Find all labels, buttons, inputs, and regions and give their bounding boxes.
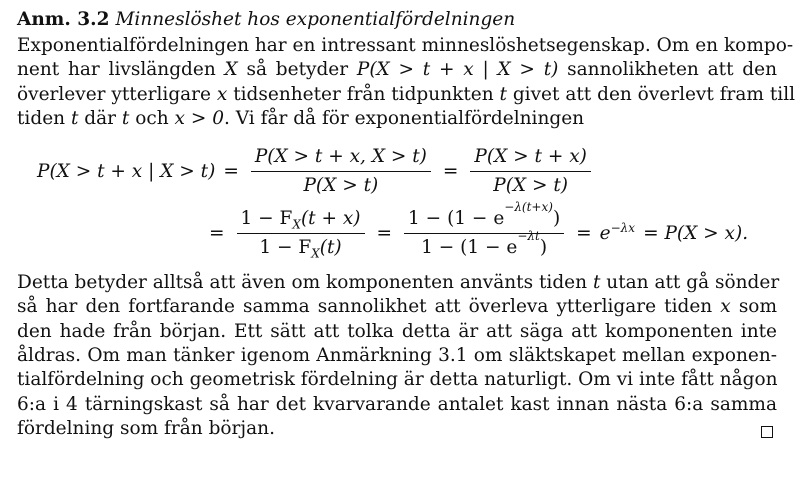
math-var-t: t (592, 272, 601, 294)
text-line (17, 393, 777, 417)
math-inequality: x > 0 (174, 107, 224, 129)
paragraph-intro (17, 34, 796, 131)
math-var-x: x (720, 296, 731, 318)
text-span: så har den fortfarande samma sannolikhet att överleva ytterligare tiden (17, 296, 713, 318)
superscript: −λt (517, 229, 540, 244)
math-var-t: t (121, 107, 130, 129)
text-span: 1 − (1 − e (421, 237, 518, 259)
equation-row-1 (37, 145, 595, 198)
equals-sign: = (442, 161, 459, 183)
remark-title: Minneslöshet hos exponentialfördelningen (115, 9, 516, 30)
qed-square-icon (761, 426, 773, 438)
math-var-X: X (224, 59, 238, 81)
text-line (17, 417, 777, 441)
fraction-ratio (470, 145, 590, 198)
text-span: ) (539, 237, 548, 259)
text-span: fördelning som från början. (17, 417, 275, 439)
fraction-denominator (255, 234, 345, 260)
fraction-exponential (404, 200, 564, 260)
text-span: Detta betyder alltså att även om komponenten använts tiden (17, 272, 588, 294)
equals-sign: = (576, 223, 592, 245)
text-line (17, 34, 794, 58)
equals-sign: = (376, 223, 393, 245)
text-span: och (135, 107, 169, 129)
paragraph-interpretation (17, 271, 780, 441)
text-line (17, 271, 780, 295)
text-span: nent har livslängden (17, 59, 216, 81)
text-span: sannolikheten att den (567, 59, 777, 81)
text-span: 1 − (1 − e (408, 208, 505, 230)
text-span: ) (552, 208, 561, 230)
fraction-denominator: P(X > t) (493, 175, 569, 197)
fraction-joint (251, 145, 431, 198)
text-span: Exponentialfördelningen har en intressant minneslöshetsegenskap. Om en kompo- (17, 35, 794, 56)
equation-rhs: = P(X > x). (643, 223, 749, 245)
text-span: så betyder (246, 59, 349, 81)
equals-sign: = (209, 223, 225, 245)
text-line (17, 320, 777, 344)
subscript: X (311, 246, 320, 261)
exp-base: e (599, 223, 611, 245)
text-line (17, 107, 777, 131)
fraction-denominator (417, 229, 551, 260)
text-span: 1 − F (240, 208, 293, 230)
text-line (17, 83, 796, 107)
math-conditional-probability: P(X > t + x | X > t) (356, 59, 559, 81)
text-span: tialfördelning och geometrisk fördelning är detta naturligt. Om vi inte fått någon (17, 369, 778, 391)
superscript: −λ(t+x) (504, 200, 553, 215)
remark-heading (17, 6, 777, 34)
text-span: som (738, 296, 777, 318)
text-span: tidsenheter från tidpunkten (233, 83, 494, 105)
remark-block (17, 6, 796, 441)
text-line (17, 58, 777, 82)
math-var-t: t (499, 83, 507, 105)
text-span: 6:a i 4 tärningskast så har det kvarvarande antalet kast innan nästa 6:a samma (17, 393, 777, 415)
math-var-t: t (70, 107, 79, 129)
text-span: tiden (17, 107, 66, 129)
fraction-numerator: P(X > t + x, X > t) (251, 145, 431, 172)
text-span: den hade från början. Ett sätt att tolka detta är att säga att komponenten inte (17, 320, 777, 342)
equation-lhs: P(X > t + x | X > t) (37, 161, 216, 183)
subscript: X (292, 217, 301, 232)
text-span: utan att gå sönder (606, 272, 780, 294)
fraction-numerator (237, 207, 365, 234)
text-span: där (84, 107, 116, 129)
text-line (17, 368, 777, 392)
fraction-denominator: P(X > t) (303, 175, 379, 197)
text-span: 1 − F (259, 237, 312, 259)
math-var-x: x (216, 83, 228, 105)
display-equation (17, 131, 777, 271)
equation-row-2 (201, 200, 749, 261)
text-span: (t) (319, 237, 342, 259)
text-span: . Vi får då för exponentialfördelningen (224, 107, 585, 129)
fraction-numerator (404, 200, 564, 234)
text-span: (t + x) (300, 208, 361, 230)
text-line (17, 344, 777, 368)
equals-sign: = (223, 161, 239, 183)
fraction-cdf (237, 207, 365, 260)
text-span: åldras. Om man tänker igenom Anmärkning 3.1 om släktskapet mellan exponen- (17, 345, 777, 367)
text-span: givet att den överlevt fram till (512, 83, 796, 105)
superscript: −λx (610, 220, 636, 235)
fraction-numerator: P(X > t + x) (470, 145, 590, 172)
text-span: överlever ytterligare (17, 83, 211, 105)
remark-number: Anm. 3.2 (17, 9, 110, 30)
text-line (17, 295, 777, 319)
